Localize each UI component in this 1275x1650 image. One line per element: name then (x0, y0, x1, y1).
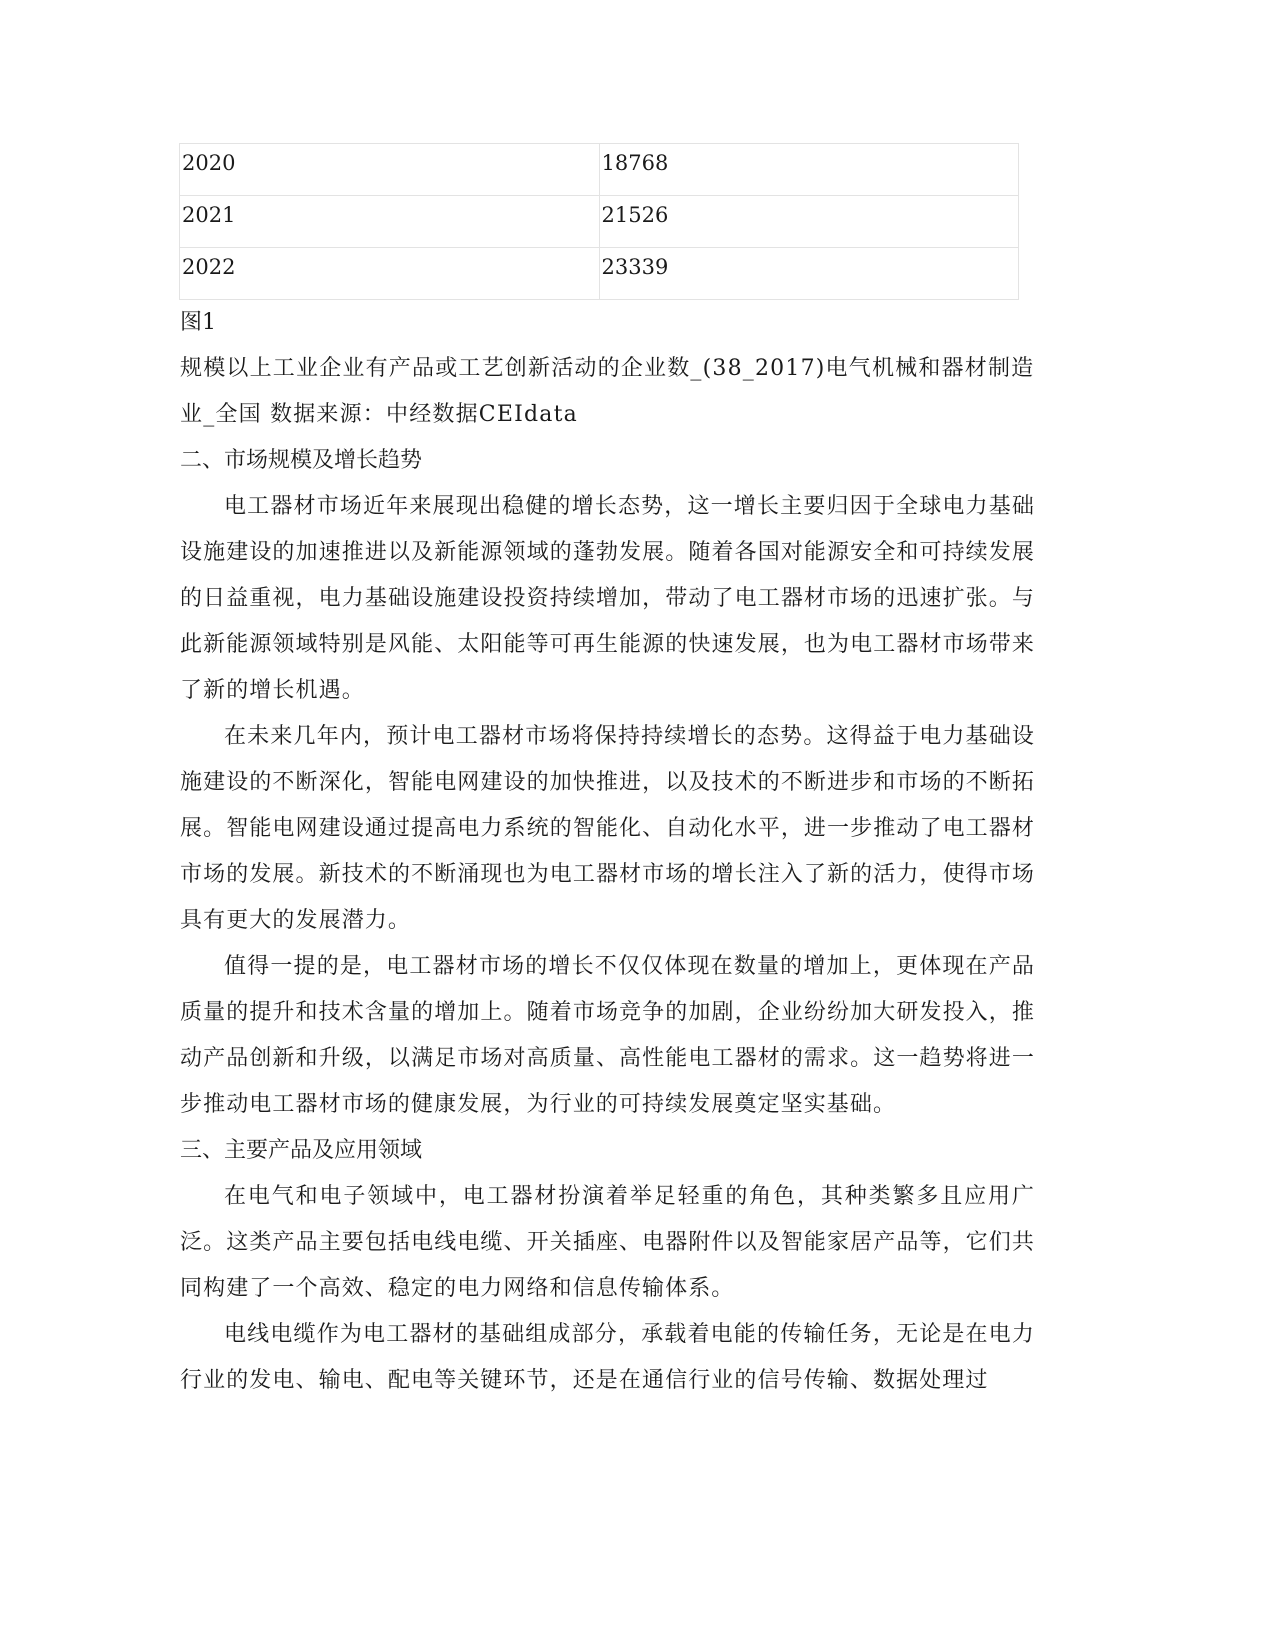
paragraph: 在电气和电子领域中，电工器材扮演着举足轻重的角色，其种类繁多且应用广泛。这类产品主要包括电线电缆、开关插座、电器附件以及智能家居产品等，它们共同构建了一个高效、稳定的电力网络和信息传输体系。 (180, 1184, 1035, 1301)
table-cell-year: 2021 (180, 196, 600, 248)
table-cell-value: 23339 (599, 248, 1019, 300)
paragraph: 在未来几年内，预计电工器材市场将保持持续增长的态势。这得益于电力基础设施建设的不断深化，智能电网建设的加快推进，以及技术的不断进步和市场的不断拓展。智能电网建设通过提高电力系统的智能化、自动化水平，进一步推动了电工器材市场的发展。新技术的不断涌现也为电工器材市场的增长注入了新的活力，使得市场具有更大的发展潜力。 (180, 724, 1035, 933)
table-row (180, 144, 1019, 196)
figure-caption: 图1 (180, 310, 216, 335)
table-cell-value: 21526 (599, 196, 1019, 248)
table-cell-value: 18768 (599, 144, 1019, 196)
paragraph: 电线电缆作为电工器材的基础组成部分，承载着电能的传输任务，无论是在电力行业的发电、输电、配电等关键环节，还是在通信行业的信号传输、数据处理过 (180, 1322, 1035, 1393)
data-table (179, 143, 1019, 300)
table-cell-year: 2020 (180, 144, 600, 196)
section-heading-products: 三、主要产品及应用领域 (180, 1138, 423, 1163)
document-page (180, 143, 1035, 1404)
table-cell-year: 2022 (180, 248, 600, 300)
paragraph: 值得一提的是，电工器材市场的增长不仅仅体现在数量的增加上，更体现在产品质量的提升和技术含量的增加上。随着市场竞争的加剧，企业纷纷加大研发投入，推动产品创新和升级，以满足市场对高质量、高性能电工器材的需求。这一趋势将进一步推动电工器材市场的健康发展，为行业的可持续发展奠定坚实基础。 (180, 954, 1035, 1117)
figure-source: 规模以上工业企业有产品或工艺创新活动的企业数_(38_2017)电气机械和器材制造业_全国 数据来源：中经数据CEIdata (180, 356, 1035, 427)
section-heading-market-size: 二、市场规模及增长趋势 (180, 448, 423, 473)
paragraph: 电工器材市场近年来展现出稳健的增长态势，这一增长主要归因于全球电力基础设施建设的加速推进以及新能源领域的蓬勃发展。随着各国对能源安全和可持续发展的日益重视，电力基础设施建设投资持续增加，带动了电工器材市场的迅速扩张。与此新能源领域特别是风能、太阳能等可再生能源的快速发展，也为电工器材市场带来了新的增长机遇。 (180, 494, 1035, 703)
table-row (180, 196, 1019, 248)
table-row (180, 248, 1019, 300)
